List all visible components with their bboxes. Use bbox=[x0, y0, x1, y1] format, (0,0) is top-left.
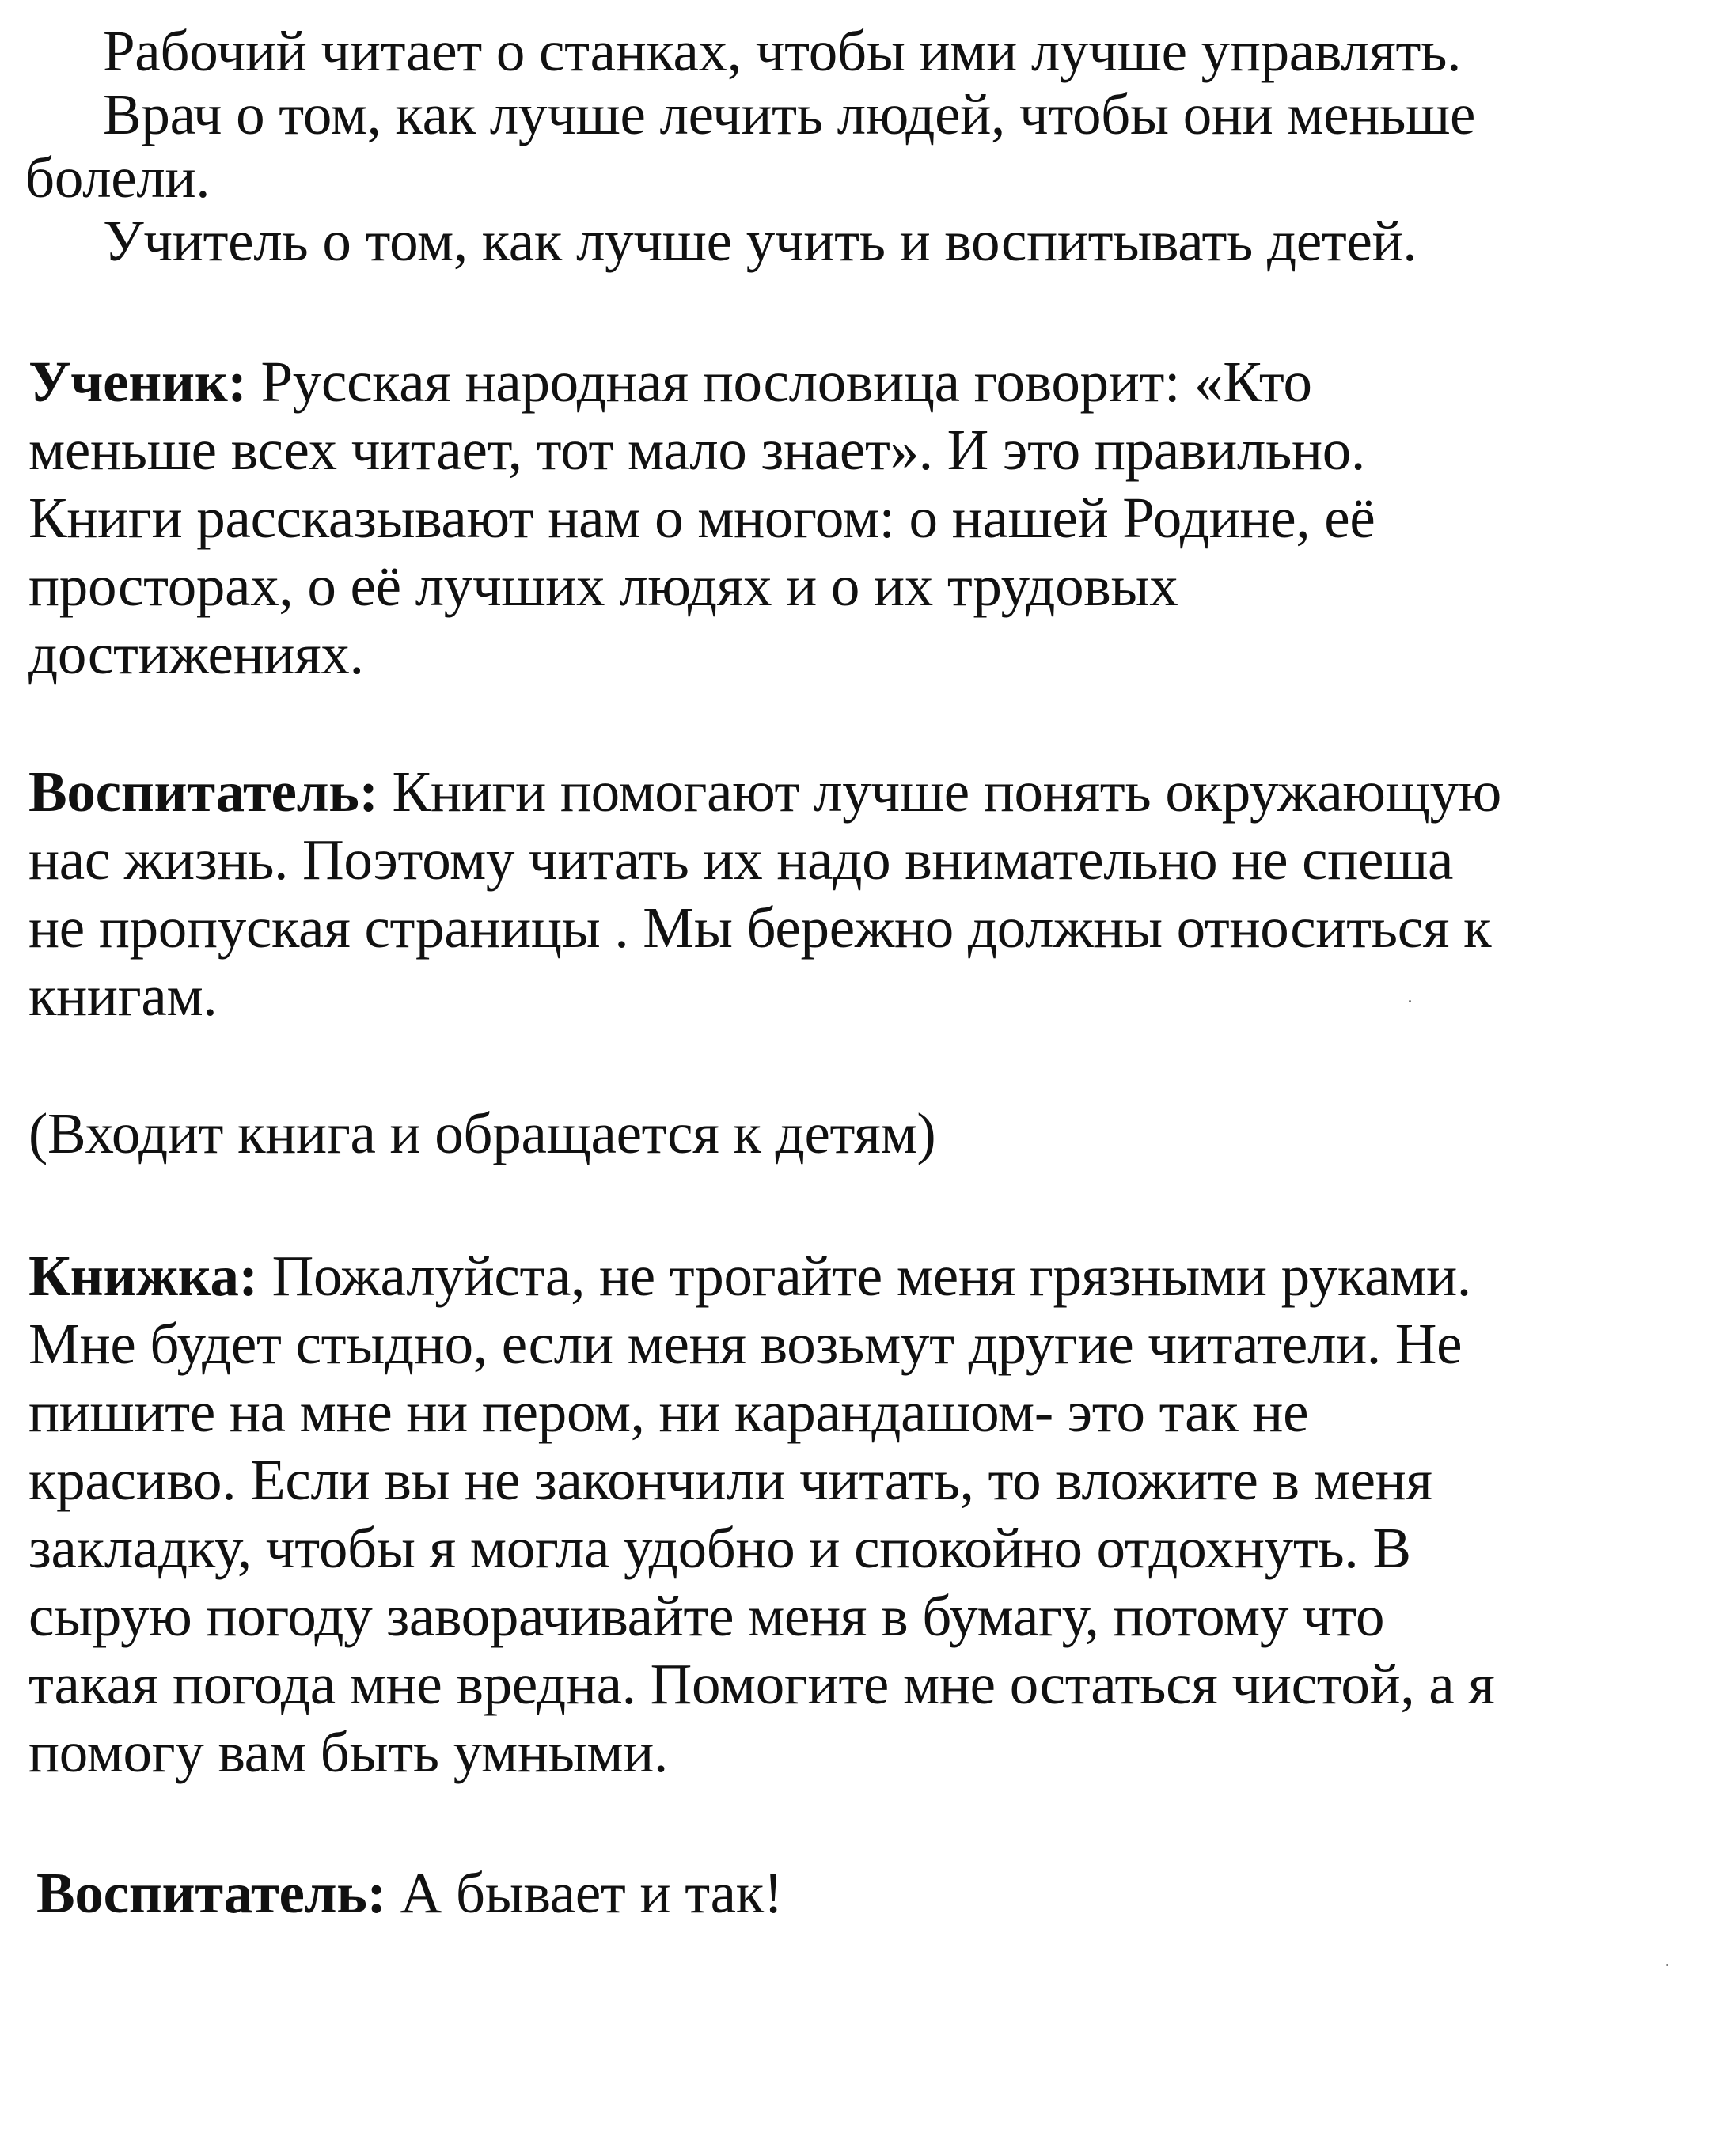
paragraph-book-line-5: закладку, чтобы я могла удобно и спокойно отдохнуть. В bbox=[28, 1516, 1411, 1580]
paragraph-teacher-line-3: не пропуская страницы . Мы бережно должны относиться к bbox=[28, 896, 1492, 960]
paragraph-book-line-4: красиво. Если вы не закончили читать, то вложите в меня bbox=[28, 1448, 1432, 1512]
speaker-label: Воспитатель: bbox=[36, 1861, 386, 1925]
paragraph-pupil-line-2: меньше всех читает, тот мало знает». И это правильно. bbox=[28, 418, 1365, 482]
paragraph-teacher-final: Воспитатель: А бывает и так! bbox=[36, 1861, 783, 1925]
paragraph-pupil-line-3: Книги рассказывают нам о многом: о нашей Родине, её bbox=[28, 486, 1375, 550]
text-line-3: болели. bbox=[25, 146, 211, 210]
stage-direction: (Входит книга и обращается к детям) bbox=[28, 1101, 936, 1165]
paragraph-book-line-6: сырую погоду заворачивайте меня в бумагу, потому что bbox=[28, 1584, 1385, 1648]
paragraph-teacher-line-4: книгам. bbox=[28, 964, 218, 1028]
paragraph-book-line-2: Мне будет стыдно, если меня возьмут другие читатели. Не bbox=[28, 1312, 1463, 1376]
paragraph-book-line-1: Книжка: Пожалуйста, не трогайте меня грязными руками. bbox=[28, 1244, 1471, 1308]
paragraph-pupil-line-1: Ученик: Русская народная пословица говорит: «Кто bbox=[28, 350, 1312, 414]
paragraph-pupil-line-4: просторах, о её лучших людях и о их трудовых bbox=[28, 554, 1178, 618]
paragraph-teacher-line-2: нас жизнь. Поэтому читать их надо внимательно не спеша bbox=[28, 828, 1454, 892]
speaker-label: Ученик: bbox=[28, 350, 247, 414]
paragraph-pupil-line-5: достижениях. bbox=[28, 622, 364, 686]
scan-speck bbox=[1666, 1964, 1668, 1966]
speaker-label: Книжка: bbox=[28, 1244, 258, 1308]
scan-speck bbox=[1409, 1000, 1411, 1002]
paragraph-book-line-8: помогу вам быть умными. bbox=[28, 1720, 669, 1784]
paragraph-book-line-3: пишите на мне ни пером, ни карандашом- это так не bbox=[28, 1380, 1309, 1444]
text-line-2: Врач о том, как лучше лечить людей, чтобы они меньше bbox=[103, 82, 1476, 146]
paragraph-book-line-7: такая погода мне вредна. Помогите мне остаться чистой, а я bbox=[28, 1652, 1495, 1716]
text-line-1: Рабочий читает о станках, чтобы ими лучше управлять. bbox=[103, 19, 1462, 83]
paragraph-teacher-line-1: Воспитатель: Книги помогают лучше понять окружающую bbox=[28, 760, 1502, 824]
speaker-label: Воспитатель: bbox=[28, 760, 378, 824]
text-line-4: Учитель о том, как лучше учить и воспитывать детей. bbox=[103, 209, 1417, 273]
